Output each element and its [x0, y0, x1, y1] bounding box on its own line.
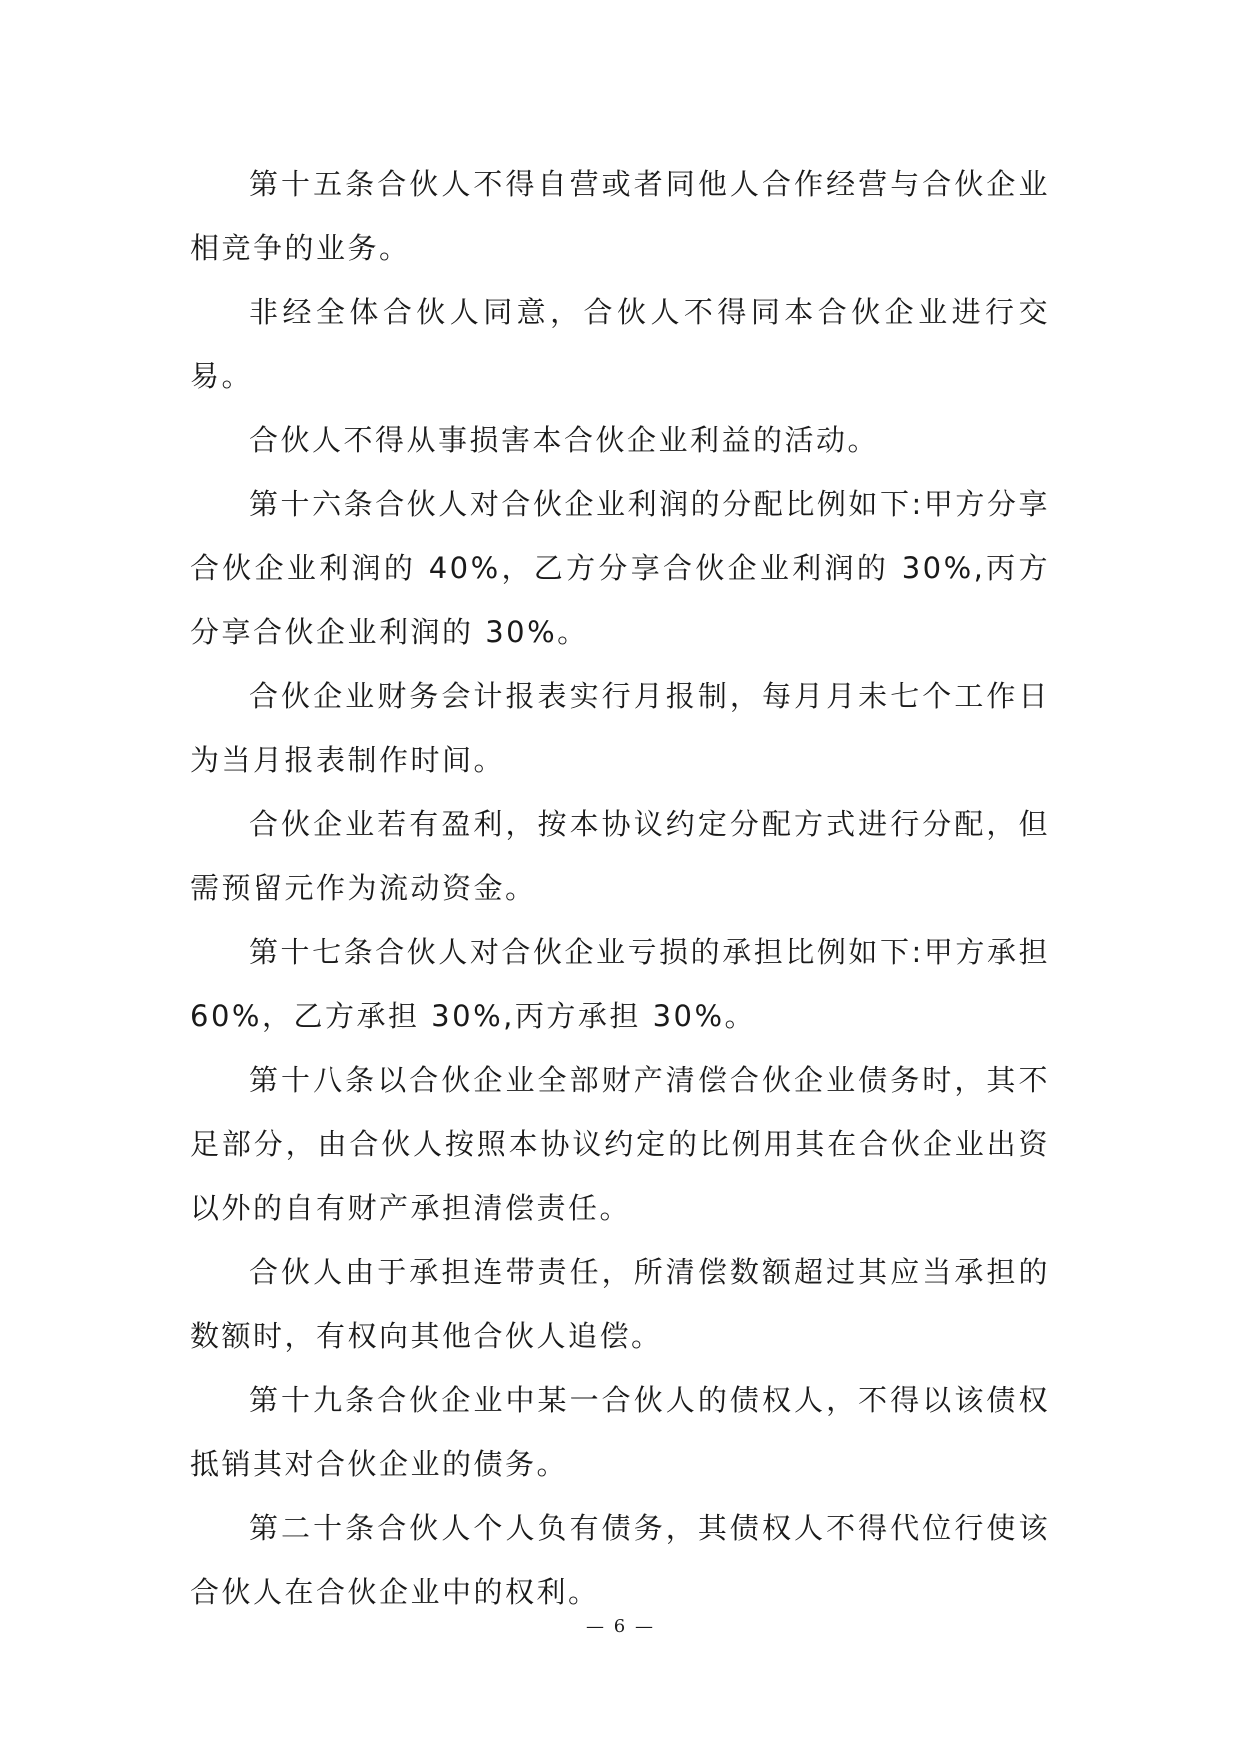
paragraph-article-16: 第十六条合伙人对合伙企业利润的分配比例如下:甲方分享合伙企业利润的 40%，乙方分享合伙企业利润的 30%,丙方分享合伙企业利润的 30%。 [190, 487, 1050, 649]
paragraph-article-18: 第十八条以合伙企业全部财产清偿合伙企业债务时，其不足部分，由合伙人按照本协议约定的比例用其在合伙企业出资以外的自有财产承担清偿责任。 [190, 1063, 1050, 1225]
page-number: — 6 — [586, 1616, 655, 1637]
paragraph-article-19: 第十九条合伙企业中某一合伙人的债权人，不得以该债权抵销其对合伙企业的债务。 [190, 1383, 1050, 1481]
paragraph-profit-reserve: 合伙企业若有盈利，按本协议约定分配方式进行分配，但需预留元作为流动资金。 [190, 807, 1050, 905]
paragraph-joint-liability: 合伙人由于承担连带责任，所清偿数额超过其应当承担的数额时，有权向其他合伙人追偿。 [190, 1255, 1050, 1353]
paragraph-article-15: 第十五条合伙人不得自营或者同他人合作经营与合伙企业相竞争的业务。 [190, 167, 1050, 265]
paragraph-monthly-reports: 合伙企业财务会计报表实行月报制，每月月未七个工作日为当月报表制作时间。 [190, 679, 1050, 777]
paragraph-article-17: 第十七条合伙人对合伙企业亏损的承担比例如下:甲方承担 60%，乙方承担 30%,丙方承担 30%。 [190, 935, 1050, 1033]
paragraph-article-20: 第二十条合伙人个人负有债务，其债权人不得代位行使该合伙人在合伙企业中的权利。 [190, 1511, 1050, 1609]
document-body [190, 152, 1050, 1624]
paragraph-no-self-dealing: 非经全体合伙人同意，合伙人不得同本合伙企业进行交易。 [190, 295, 1050, 393]
paragraph-no-harm: 合伙人不得从事损害本合伙企业利益的活动。 [249, 423, 880, 457]
